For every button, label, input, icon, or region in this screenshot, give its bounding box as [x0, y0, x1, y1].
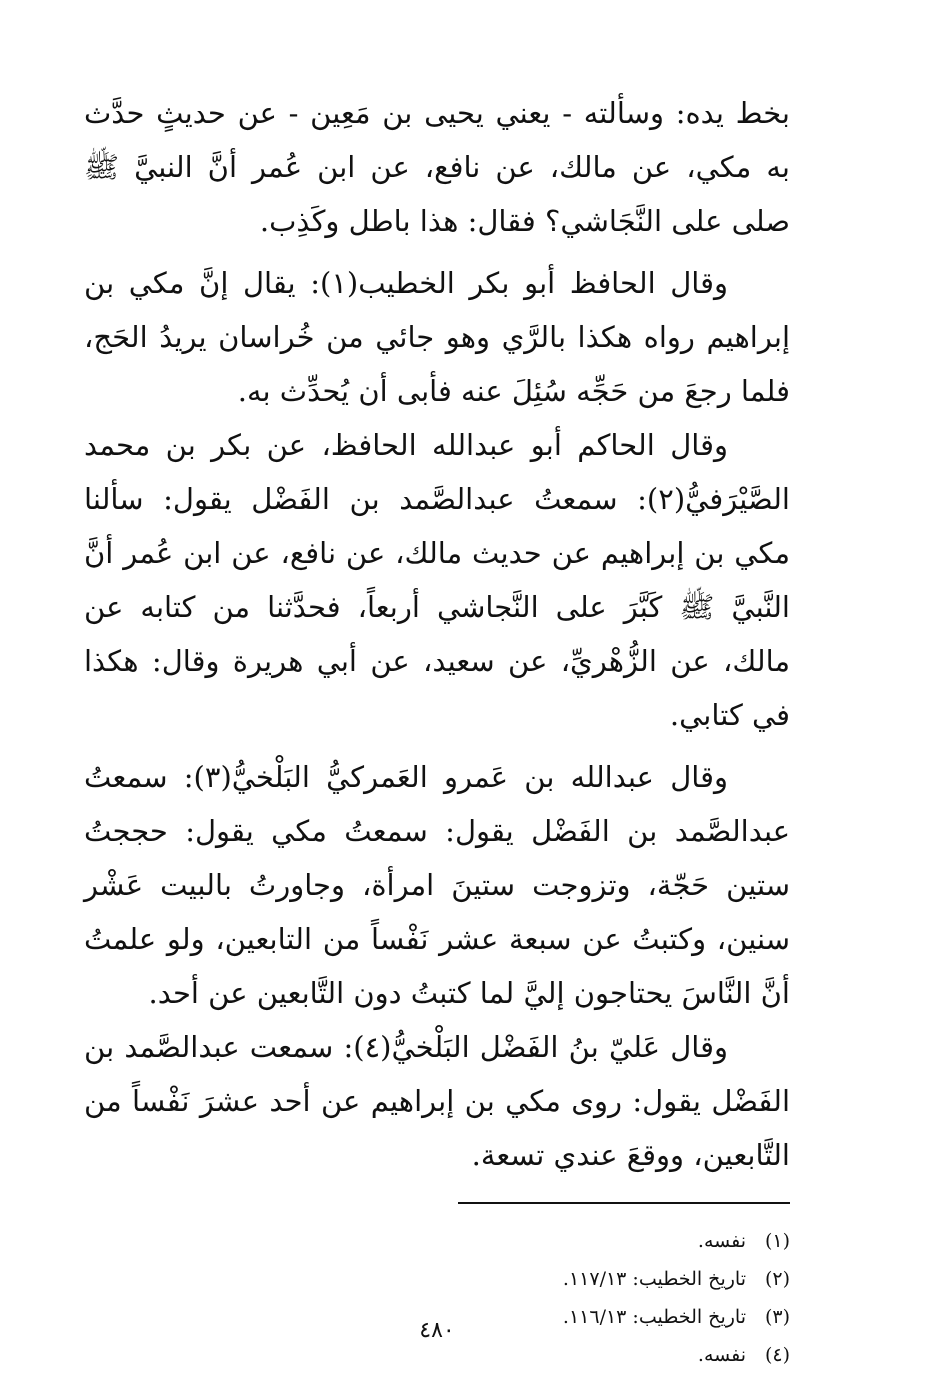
- main-text: [84, 86, 790, 1182]
- footnote-number: (١): [764, 1230, 790, 1252]
- document-page: [84, 86, 790, 1366]
- footnotes: [84, 1222, 790, 1374]
- footnote-text: تاريخ الخطيب: ١١٦/١٣.: [562, 1306, 746, 1328]
- footnote-2: [84, 1260, 790, 1298]
- paragraph-2: وقال الحافظ أبو بكر الخطيب(١): يقال إنَّ مكي بن إبراهيم رواه هكذا بالرَّي وهو جائي من خُراسان يريدُ الحَج، فلما رجعَ من حَجِّه سُئِلَ عنه فأبى أن يُحدِّث به.: [84, 266, 790, 408]
- paragraph-4: وقال عبدالله بن عَمرو العَمركيُّ البَلْخيُّ(٣): سمعتُ عبدالصَّمد بن الفَضْل يقول: سمعتُ مكي يقول: حججتُ ستين حَجّة، وتزوجت ستينَ امرأة، وجاورتُ بالبيت عَشْر سنين، وكتبتُ عن سبعة عشر نَفْساً من التابعين، ولو علمتُ أنَّ النَّاسَ يحتاجون إليَّ لما كتبتُ دون التَّابعين عن أحد.: [84, 760, 790, 1010]
- footnote-text: نفسه.: [697, 1230, 746, 1252]
- footnote-number: (٤): [764, 1344, 790, 1366]
- footnote-number: (٢): [764, 1268, 790, 1290]
- footnote-text: نفسه.: [697, 1344, 746, 1366]
- page-number: ٤٨٠: [419, 1318, 455, 1343]
- paragraph-1: بخط يده: وسألته - يعني يحيى بن مَعِين - عن حديثٍ حدَّث به مكي، عن مالك، عن نافع، عن ابن عُمر أنَّ النبيَّ ﷺ صلى على النَّجَاشي؟ فقال: هذا باطل وكَذِب.: [84, 96, 790, 238]
- paragraph-3: وقال الحاكم أبو عبدالله الحافظ، عن بكر بن محمد الصَّيْرَفيُّ(٢): سمعتُ عبدالصَّمد بن الفَضْل يقول: سألنا مكي بن إبراهيم عن حديث مالك، عن نافع، عن ابن عُمر أنَّ النَّبيَّ ﷺ كَبَّرَ على النَّجاشي أربعاً، فحدَّثنا من كتابه عن مالك، عن الزُّهْريِّ، عن سعيد، عن أبي هريرة وقال: هكذا في كتابي.: [84, 428, 790, 732]
- footnote-1: [84, 1222, 790, 1260]
- paragraph-5: وقال عَليّ بنُ الفَضْل البَلْخيُّ(٤): سمعت عبدالصَّمد بن الفَضْل يقول: روى مكي بن إبراهيم عن أحد عشرَ نَفْساً من التَّابعين، ووقعَ عندي تسعة.: [84, 1030, 790, 1172]
- footnote-text: تاريخ الخطيب: ١١٧/١٣.: [562, 1268, 746, 1290]
- footnote-separator: [458, 1202, 790, 1204]
- footnote-number: (٣): [764, 1306, 790, 1328]
